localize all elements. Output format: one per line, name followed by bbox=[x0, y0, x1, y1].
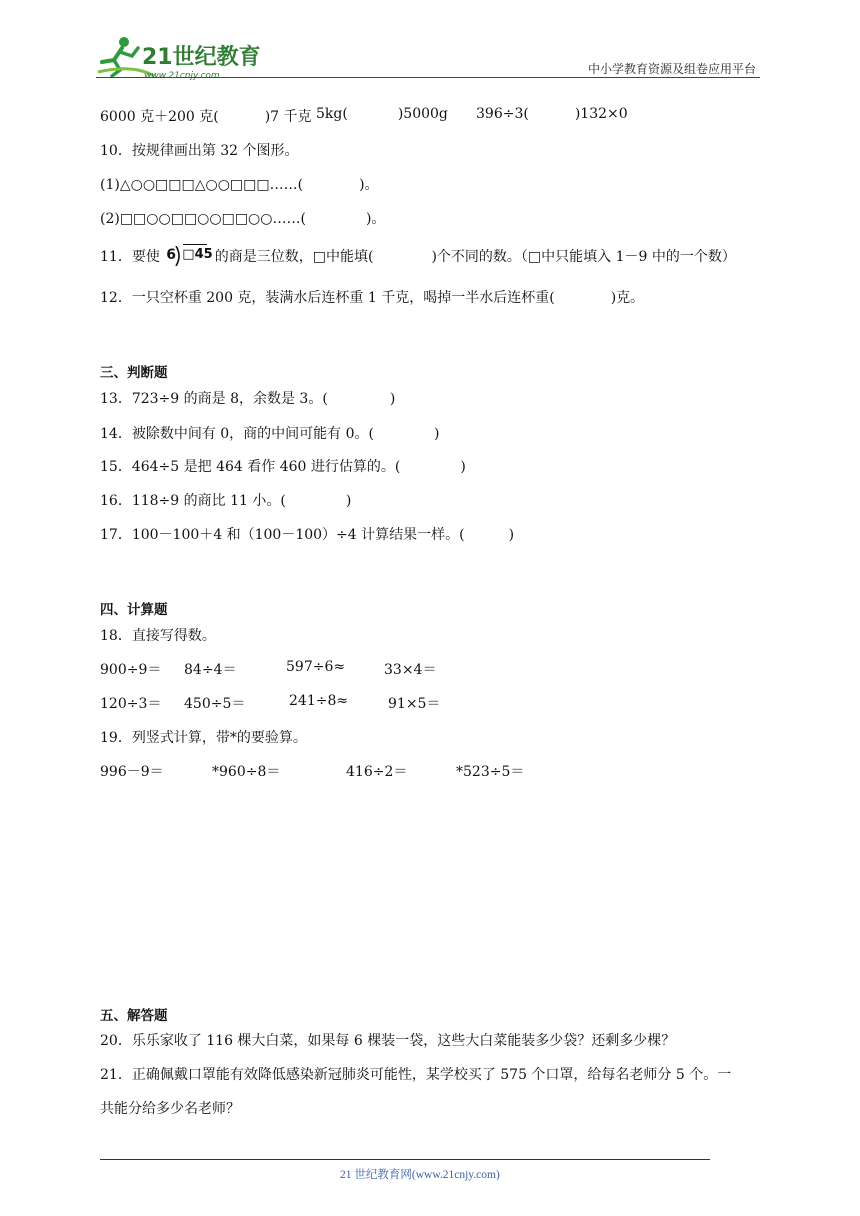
q17: 17．100－100＋4 和（100－100）÷4 计算结果一样。( ) bbox=[100, 527, 515, 543]
section-4-title: 四、计算题 bbox=[100, 602, 168, 618]
footer-divider bbox=[100, 1159, 710, 1160]
q10-pattern-2: (2)□□○○□□○○□□○○……( )。 bbox=[100, 211, 386, 227]
q21-line1: 21．正确佩戴口罩能有效降低感染新冠肺炎可能性，某学校买了 575 个口罩，给每名老师分 5 个。一 bbox=[100, 1067, 732, 1083]
q12: 12．一只空杯重 200 克，装满水后连杯重 1 千克，喝掉一半水后连杯重( )克。 bbox=[100, 290, 645, 306]
q19-c2: *960÷8＝ bbox=[212, 764, 281, 780]
q13: 13．723÷9 的商是 8，余数是 3。( ) bbox=[100, 391, 396, 407]
q9-item-a: 6000 克＋200 克( )7 千克 bbox=[100, 109, 312, 125]
q20: 20．乐乐家收了 116 棵大白菜，如果每 6 棵装一袋，这些大白菜能装多少袋？还剩多少棵？ bbox=[100, 1033, 676, 1049]
svg-text:21世纪教育: 21世纪教育 bbox=[142, 45, 261, 70]
q10-pattern-1: (1)△○○□□□△○○□□□……( )。 bbox=[100, 177, 379, 193]
q18-r2-c1: 120÷3＝ bbox=[100, 696, 162, 712]
q18-r1-c4: 33×4＝ bbox=[384, 662, 437, 678]
footer-site-link[interactable]: 21 世纪教育网(www.21cnjy.com) bbox=[340, 1169, 500, 1181]
long-division-symbol: 6 □45 bbox=[166, 246, 208, 266]
q19-stem: 19．列竖式计算，带*的要验算。 bbox=[100, 730, 307, 746]
q9-item-b: 5kg( )5000g bbox=[316, 106, 448, 122]
q14: 14．被除数中间有 0，商的中间可能有 0。( ) bbox=[100, 426, 440, 442]
q21-line2: 共能分给多少名老师？ bbox=[100, 1101, 240, 1117]
q18-r1-c3: 597÷6≈ bbox=[286, 659, 346, 675]
q10-stem: 10．按规律画出第 32 个图形。 bbox=[100, 143, 299, 159]
q19-c3: 416÷2＝ bbox=[346, 764, 408, 780]
q18-r1-c2: 84÷4＝ bbox=[184, 662, 237, 678]
q18-r1-c1: 900÷9＝ bbox=[100, 662, 162, 678]
q18-r2-c2: 450÷5＝ bbox=[184, 696, 246, 712]
q18-stem: 18．直接写得数。 bbox=[100, 628, 216, 644]
q19-c4: *523÷5＝ bbox=[456, 764, 525, 780]
q18-r2-c4: 91×5＝ bbox=[388, 696, 441, 712]
q11: 11．要使 6 □45 的商是三位数，□中能填( )个不同的数。（□中只能填入 1－9 中的一个数） bbox=[100, 246, 736, 266]
q18-r2-c3: 241÷8≈ bbox=[289, 693, 349, 709]
svg-text:www.21cnjy.com: www.21cnjy.com bbox=[144, 71, 220, 81]
header-divider bbox=[96, 77, 760, 78]
q15: 15．464÷5 是把 464 看作 460 进行估算的。( ) bbox=[100, 459, 466, 475]
q19-c1: 996－9＝ bbox=[100, 764, 164, 780]
section-3-title: 三、判断题 bbox=[100, 365, 168, 381]
header-platform-text: 中小学教育资源及组卷应用平台 bbox=[587, 62, 756, 76]
q9-item-c: 396÷3( )132×0 bbox=[476, 106, 628, 122]
q16: 16．118÷9 的商比 11 小。( ) bbox=[100, 493, 352, 509]
section-5-title: 五、解答题 bbox=[100, 1008, 168, 1024]
